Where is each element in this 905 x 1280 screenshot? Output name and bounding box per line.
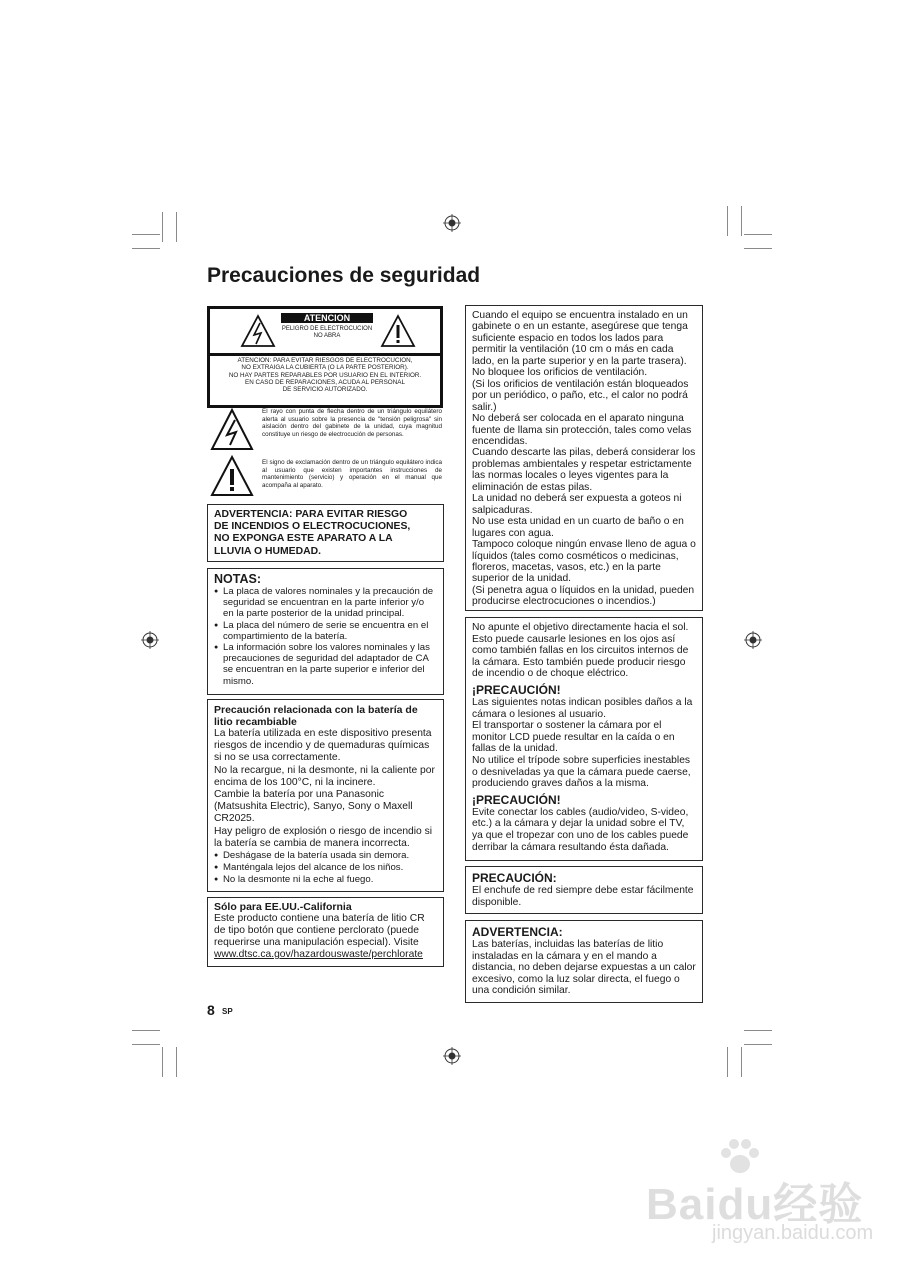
precaucion-heading: ¡PRECAUCIÓN! [472,682,561,697]
crop-mark [176,1047,177,1077]
atencion-sub-line: NO ABRA [313,333,341,339]
fire-warning-line: DE INCENDIOS O ELECTROCUCIONES, [214,521,411,533]
plug-precaution-heading: PRECAUCIÓN: [472,871,557,885]
exclamation-triangle-icon [380,314,416,348]
crop-mark [727,206,728,236]
registration-mark-icon [443,1047,461,1065]
bateria-para: No la recargue, ni la desmonte, ni la caliente por encima de los 100°C, ni la incinere. [214,764,435,788]
page-language: SP [222,1007,233,1016]
ventilation-para: No bloquee los orificios de ventilación. [472,367,648,379]
ventilation-para: No deberá ser colocada en el aparato ninguna fuente de llama sin protección, tales como velas encendidas. [472,413,692,447]
notas-box [207,568,444,695]
plug-precaution-box [465,866,703,914]
ventilation-para: La unidad no deberá ser expuesta a goteos ni salpicaduras. [472,493,682,516]
atencion-main-line: ATENCION: PARA EVITAR RIESGOS DE ELECTROCUCION, [237,357,413,364]
list-item: ● La información sobre los valores nominales y las precauciones de seguridad del adaptador de CA se encuentran en la parte superior e inferior del mismo. [214,642,437,687]
ventilation-para: Tampoco coloque ningún envase lleno de agua o líquidos (tales como cosméticos o medicinas, floreros, macetas, vasos, etc.) en la parte superior de la unidad. [472,539,696,585]
sun-precaution-box [465,617,703,861]
watermark-url: jingyan.baidu.com [712,1222,874,1244]
lightning-explanation: El rayo con punta de flecha dentro de un triángulo equilátero alerta al usuario sobre la presencia de "tensión peligrosa" sin aislación dentro del gabinete de la unidad, cuya magnitud constituye un riesgo de electrocución de personas. [262,408,442,438]
atencion-main-line: DE SERVICIO AUTORIZADO. [282,386,368,394]
crop-mark [132,248,160,249]
crop-mark [744,234,772,235]
atencion-main-line: NO HAY PARTES REPARABLES POR USUARIO EN EL INTERIOR. [228,371,422,379]
atencion-heading: ATENCION [281,313,373,323]
plug-precaution-text: El enchufe de red siempre debe estar fácilmente disponible. [472,885,694,908]
ventilation-para: Cuando descarte las pilas, deberá considerar los problemas ambientales y respetar estrictamente las normas locales o leyes vigentes para la eliminación de estas pilas. [472,447,696,493]
ventilation-para: (Si los orificios de ventilación están bloqueados por un periódico, o paño, etc., el calor no podrá salir.) [472,378,689,413]
crop-mark [727,1047,728,1077]
page-title: Precauciones de seguridad [207,264,481,287]
precaucion-body [472,697,696,790]
registration-mark-icon [443,214,461,232]
crop-mark [741,206,742,236]
crop-mark [176,212,177,242]
ventilation-box [465,305,703,611]
precaucion-heading: ¡PRECAUCIÓN! [472,792,561,807]
atencion-main-panel [210,356,440,405]
fire-warning-box [207,504,444,562]
battery-heat-warning-box [465,920,703,1003]
notas-heading: NOTAS: [214,572,261,586]
fire-warning-line: ADVERTENCIA: PARA EVITAR RIESGO [214,509,408,520]
bateria-para: Hay peligro de explosión o riesgo de incendio si la batería se cambia de manera incorrecta. [214,825,433,849]
bateria-box [207,699,444,892]
list-item: ● La placa de valores nominales y la precaución de seguridad se encuentran en la parte inferior y/o en la parte posterior de la unidad principal. [214,586,437,620]
lightning-triangle-icon [240,314,276,348]
registration-mark-icon [141,631,159,649]
ventilation-para: (Si penetra agua o líquidos en la unidad, pueden producirse electrocuciones o incendios.) [472,584,695,608]
exclamation-triangle-icon [209,454,255,498]
precaucion-para: No utilice el trípode sobre superficies inestables o desniveladas ya que la cámara puede caerse, produciendo graves daños a la misma. [472,754,691,790]
crop-mark [744,1030,772,1031]
crop-mark [132,1044,160,1045]
california-heading: Sólo para EE.UU.-California [214,901,352,913]
watermark-logo: Baidu经验 [646,1180,864,1229]
battery-heat-warning-heading: ADVERTENCIA: [472,925,563,939]
atencion-top-panel [210,309,440,353]
crop-mark [744,248,772,249]
ventilation-para: Cuando el equipo se encuentra instalado en un gabinete o en un estante, asegúrese que tenga suficiente espacio en todos los lados para permitir la ventilación (10 cm o más en cada lado, en la parte superior y en la parte trasera). [472,310,688,367]
sun-warning-text: No apunte el objetivo directamente hacia el sol. Esto puede causarle lesiones en los ojos así como también fallas en los circuitos internos de la cámara. Esto también puede producir riesgo de incendio o de choque eléctrico. [472,622,689,680]
fire-warning-line: LLUVIA O HUMEDAD. [214,545,321,557]
page-number: 8 [207,1002,215,1018]
ventilation-text [472,310,696,608]
crop-mark [132,1030,160,1031]
list-item: ● La placa del número de serie se encuentra en el compartimiento de la batería. [214,620,437,642]
bateria-para: La batería utilizada en este dispositivo presenta riesgos de incendio y de quemaduras químicas si no se usa correctamente. [214,728,432,764]
registration-mark-icon [744,631,762,649]
california-text: Este producto contiene una batería de litio CR de tipo botón que contiene perclorato (puede requerirse una manipulación especial). Visite [214,913,425,948]
crop-mark [741,1047,742,1077]
cables-warning-text: Evite conectar los cables (audio/video, S-video, etc.) a la cámara y dejar la unidad sobre el TV, ya que el tropezar con uno de los cables puede derribar la cámara resultando ésta dañada. [472,806,689,853]
bateria-list [214,850,437,886]
crop-mark [162,1047,163,1077]
atencion-sub-line: PELIGRO DE ELECTROCUCION [281,326,373,332]
battery-heat-warning-text: Las baterías, incluidas las baterías de litio instaladas en la cámara y en el mando a distancia, no deben dejarse expuestas a un calor excesivo, como la luz solar directa, el fuego o una condición similar. [472,939,696,997]
list-item: ● No la desmonte ni la eche al fuego. [214,874,437,886]
bateria-body [214,728,437,850]
crop-mark [162,212,163,242]
atencion-sub [281,326,373,340]
exclamation-explanation: El signo de exclamación dentro de un triángulo equilátero indica al usuario que existen importantes instrucciones de mantenimiento (servicio) y operación en el manual que acompaña al aparato. [262,459,442,489]
atencion-main-line: EN CASO DE REPARACIONES, ACUDA AL PERSONAL [245,378,405,386]
lightning-triangle-icon [209,407,255,453]
paw-icon [718,1138,762,1176]
crop-mark [132,234,160,235]
list-item: ● Manténgala lejos del alcance de los niños. [214,862,437,874]
atencion-main-line: NO EXTRAIGA LA CUBIERTA (O LA PARTE POSTERIOR). [241,364,409,372]
bateria-para: Cambie la batería por una Panasonic (Matsushita Electric), Sanyo, Sony o Maxell CR2025. [214,789,413,825]
atencion-label [207,306,443,408]
precaucion-para: Las siguientes notas indican posibles daños a la cámara o lesiones al usuario. [472,696,693,720]
perchlorate-link[interactable]: www.dtsc.ca.gov/hazardouswaste/perchlorate [214,949,423,960]
bateria-heading: Precaución relacionada con la batería de litio recambiable [214,704,418,728]
california-box [207,897,444,967]
crop-mark [744,1044,772,1045]
ventilation-para: No use esta unidad en un cuarto de baño o en lugares con agua. [472,516,684,539]
precaucion-para: El transportar o sostener la cámara por el monitor LCD puede resultar en la caída o en fallas de la unidad. [472,720,675,755]
list-item: ● Deshágase de la batería usada sin demora. [214,850,437,862]
notas-list [214,586,437,687]
fire-warning-line: NO EXPONGA ESTE APARATO A LA [214,533,393,545]
